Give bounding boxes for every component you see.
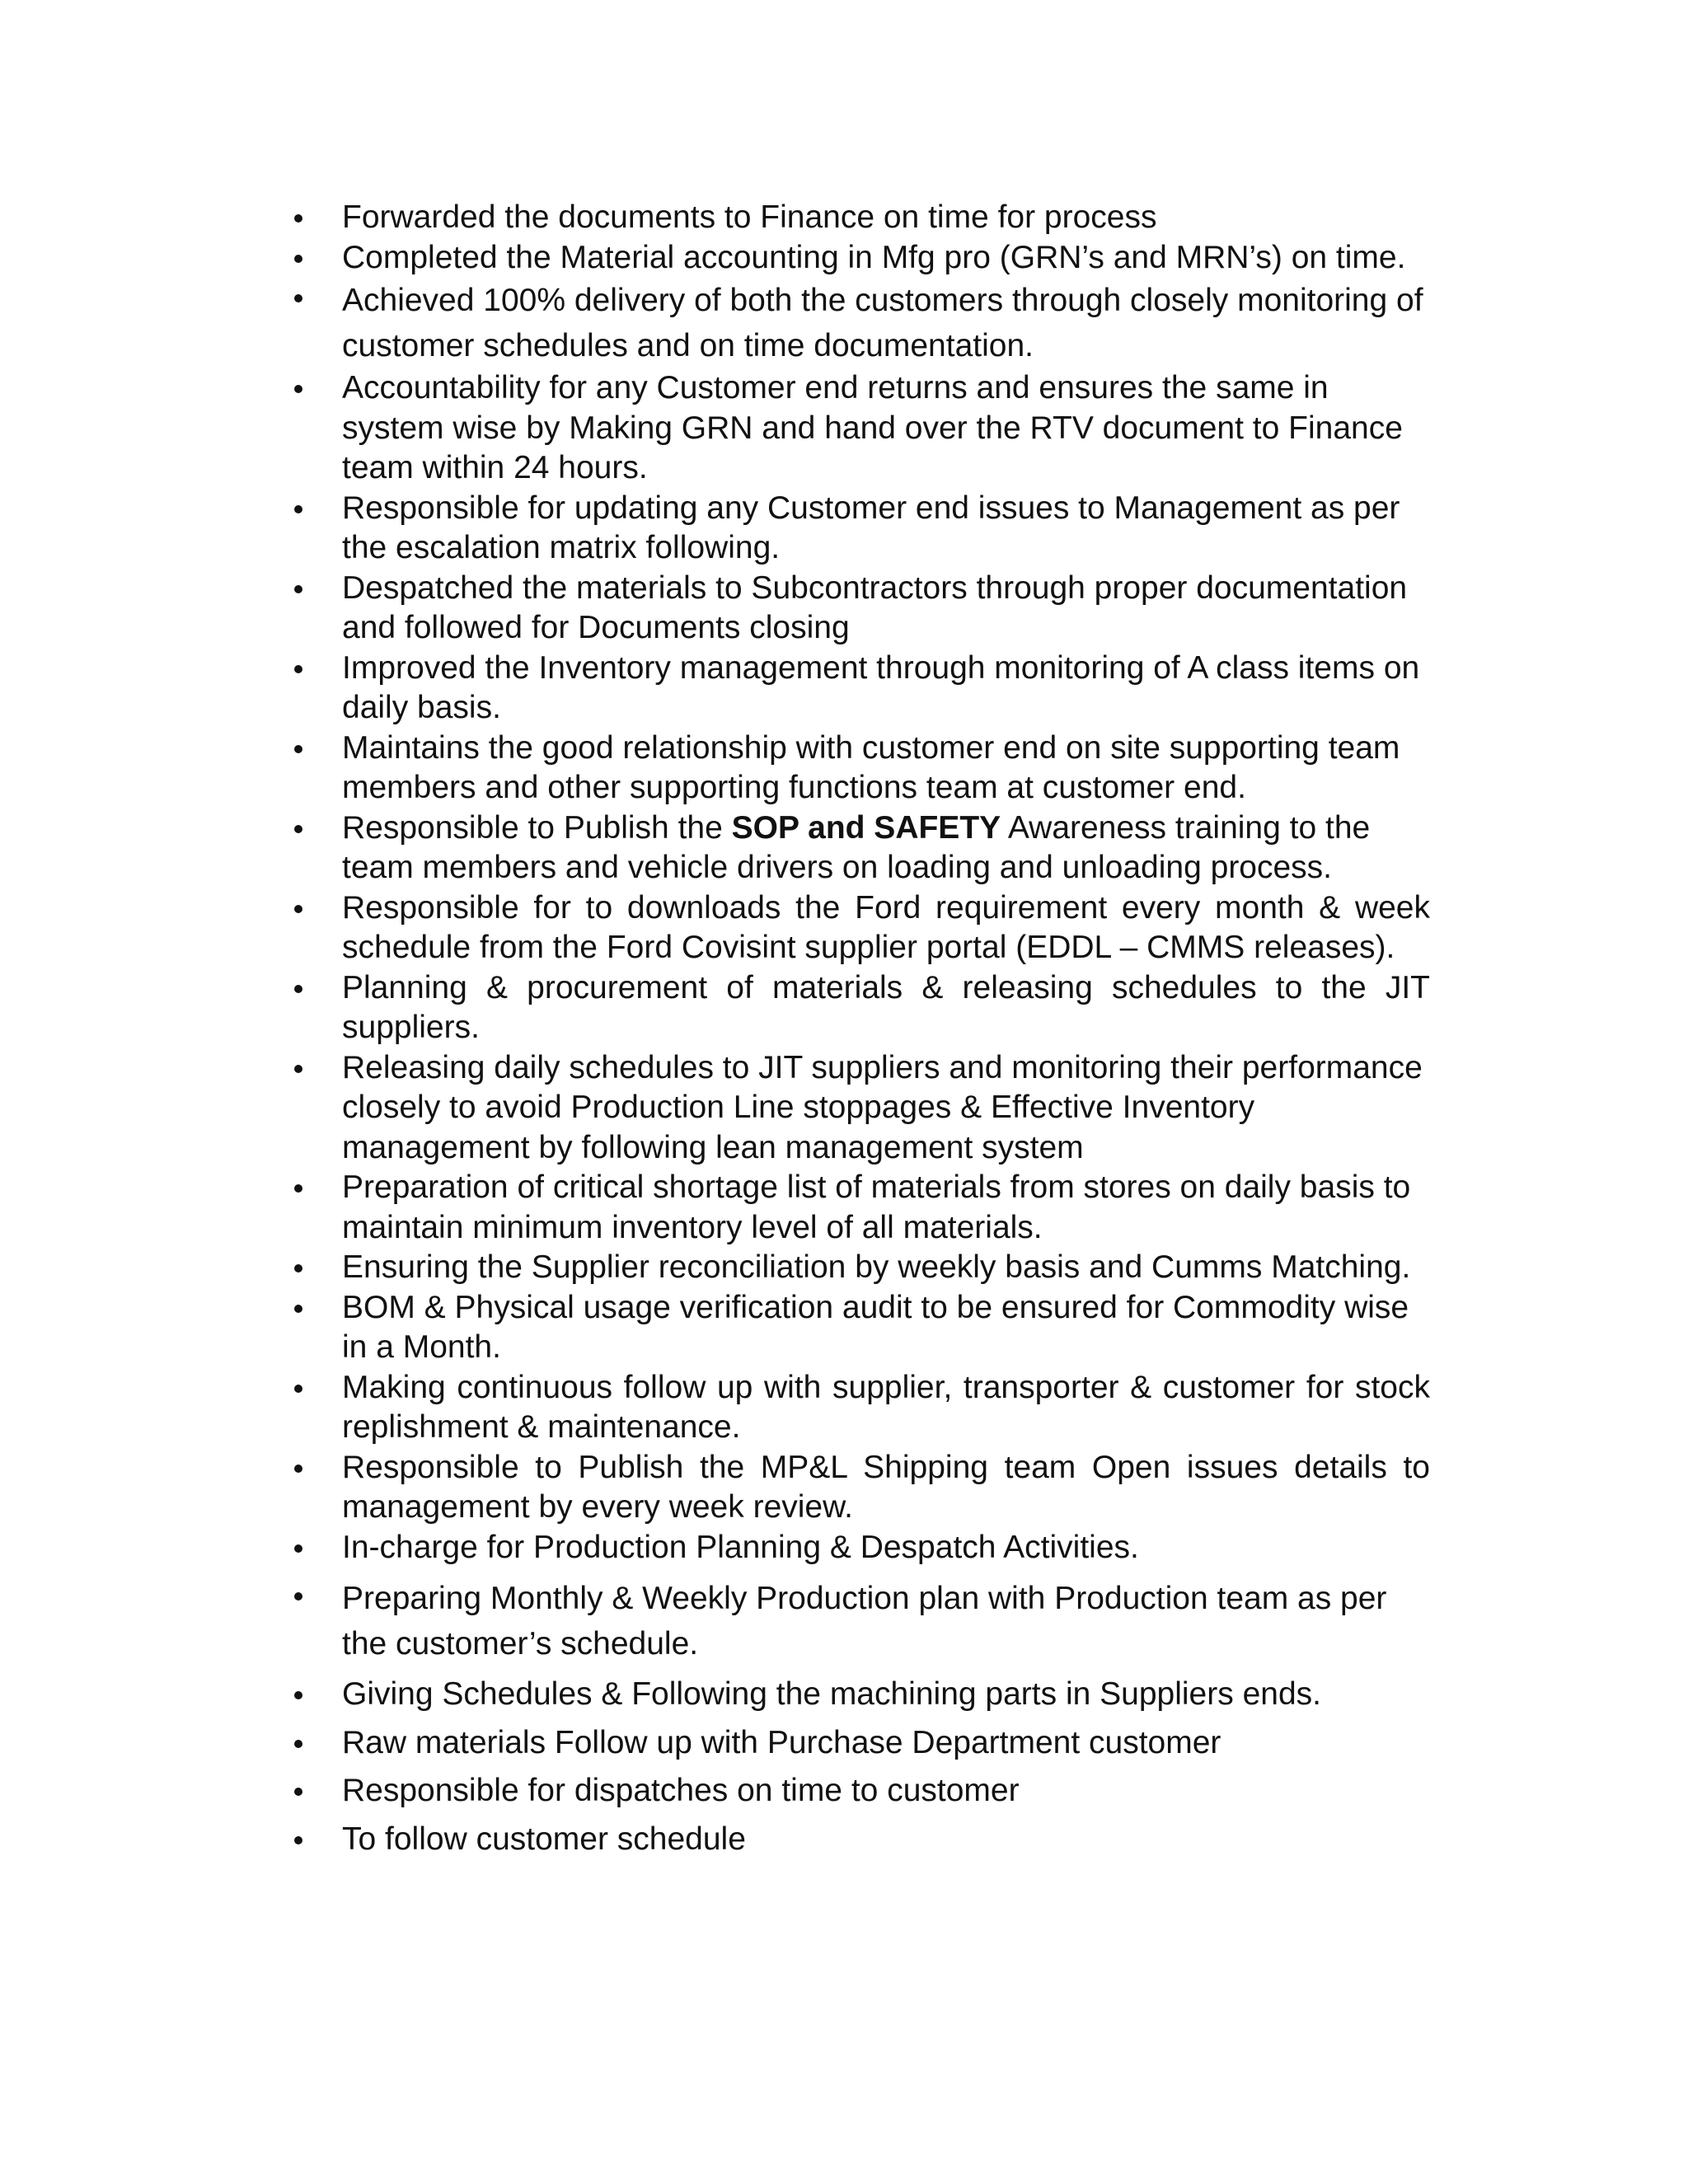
list-item-text: Despatched the materials to Subcontractors through proper documentation and followed for Documents closing xyxy=(342,569,1408,645)
bullet-icon xyxy=(294,505,302,513)
list-item-text: Planning & procurement of materials & releasing schedules to the JIT suppliers. xyxy=(342,969,1430,1045)
list-item-text: Responsible to Publish the MP&L Shipping team Open issues details to management by every week review. xyxy=(342,1449,1430,1525)
list-item-text: Releasing daily schedules to JIT suppliers and monitoring their performance closely to avoid Production Line stoppages & Effective Inventory management by following lean management system xyxy=(342,1049,1423,1165)
bullet-icon xyxy=(294,255,302,263)
list-item xyxy=(293,1288,1430,1368)
list-item xyxy=(293,808,1430,888)
list-item-text: To follow customer schedule xyxy=(342,1821,746,1857)
list-item xyxy=(293,1820,1430,1860)
bullet-icon xyxy=(294,905,302,913)
list-item xyxy=(293,649,1430,729)
list-item-text: In-charge for Production Planning & Despatch Activities. xyxy=(342,1529,1139,1565)
list-item-text-bold: SOP and SAFETY xyxy=(731,809,1001,846)
list-item-text: Completed the Material accounting in Mfg pro (GRN’s and MRN’s) on time. xyxy=(342,239,1406,275)
bullet-icon xyxy=(294,1465,302,1473)
list-item-text: Responsible for dispatches on time to customer xyxy=(342,1773,1020,1808)
list-item-text-before: Responsible to Publish the xyxy=(342,809,732,846)
list-item xyxy=(293,1771,1430,1811)
list-item xyxy=(293,1168,1430,1248)
list-item xyxy=(293,1576,1430,1666)
list-item-text: Maintains the good relationship with customer end on site supporting team members and other supporting functions team at customer end. xyxy=(342,729,1400,805)
bullet-icon xyxy=(294,214,302,223)
list-item xyxy=(293,198,1430,238)
bullet-icon xyxy=(294,1385,302,1393)
list-item-text: Raw materials Follow up with Purchase Department customer xyxy=(342,1724,1221,1760)
bullet-icon xyxy=(294,1836,302,1844)
list-item-text: Ensuring the Supplier reconciliation by weekly basis and Cumms Matching. xyxy=(342,1249,1411,1285)
list-item-text: Forwarded the documents to Finance on time for process xyxy=(342,199,1157,235)
list-item xyxy=(293,1723,1430,1764)
bullet-icon xyxy=(294,745,302,753)
list-item xyxy=(293,1048,1430,1169)
responsibilities-list xyxy=(293,198,1430,1859)
list-item xyxy=(293,1528,1430,1568)
bullet-icon xyxy=(294,585,302,593)
list-item xyxy=(293,489,1430,569)
bullet-icon xyxy=(294,385,302,393)
list-item xyxy=(293,1248,1430,1288)
list-item xyxy=(293,569,1430,649)
list-item-text: Giving Schedules & Following the machining parts in Suppliers ends. xyxy=(342,1676,1321,1712)
list-item xyxy=(293,729,1430,808)
list-item-text: Improved the Inventory management through monitoring of A class items on daily basis. xyxy=(342,649,1420,725)
list-item xyxy=(293,888,1430,968)
list-item xyxy=(293,368,1430,489)
list-item-text-after: Awareness training to the team members and vehicle drivers on loading and unloading process. xyxy=(342,809,1371,885)
list-item-text: Preparation of critical shortage list of materials from stores on daily basis to maintain minimum inventory level of all materials. xyxy=(342,1169,1411,1245)
list-item-text: Responsible for to downloads the Ford requirement every month & week schedule from the Ford Covisint supplier portal (EDDL – CMMS releases). xyxy=(342,889,1430,965)
list-item-text: Achieved 100% delivery of both the customers through closely monitoring of customer schedules and on time documentation. xyxy=(342,283,1423,363)
bullet-icon xyxy=(294,1691,302,1699)
bullet-icon xyxy=(294,1184,302,1193)
list-item-text: Making continuous follow up with supplier, transporter & customer for stock replishment & maintenance. xyxy=(342,1369,1430,1445)
list-item xyxy=(293,1675,1430,1715)
bullet-icon xyxy=(294,985,302,993)
list-item-text: Accountability for any Customer end returns and ensures the same in system wise by Making GRN and hand over the RTV document to Finance team within 24 hours. xyxy=(342,370,1403,485)
list-item xyxy=(293,1448,1430,1528)
list-item-text: Preparing Monthly & Weekly Production plan with Production team as per the customer’s schedule. xyxy=(342,1581,1387,1661)
bullet-icon xyxy=(294,1065,302,1073)
bullet-icon xyxy=(294,1788,302,1796)
bullet-icon xyxy=(294,1592,302,1601)
bullet-icon xyxy=(294,294,302,302)
bullet-icon xyxy=(294,1544,302,1553)
bullet-icon xyxy=(294,1305,302,1313)
bullet-icon xyxy=(294,1264,302,1272)
list-item xyxy=(293,238,1430,279)
list-item xyxy=(293,968,1430,1048)
bullet-icon xyxy=(294,825,302,833)
list-item-text: Responsible for updating any Customer end issues to Management as per the escalation matrix following. xyxy=(342,490,1400,565)
list-item-text: BOM & Physical usage verification audit to be ensured for Commodity wise in a Month. xyxy=(342,1289,1409,1365)
bullet-icon xyxy=(294,665,302,673)
bullet-icon xyxy=(294,1740,302,1748)
list-item xyxy=(293,278,1430,368)
list-item xyxy=(293,1368,1430,1448)
